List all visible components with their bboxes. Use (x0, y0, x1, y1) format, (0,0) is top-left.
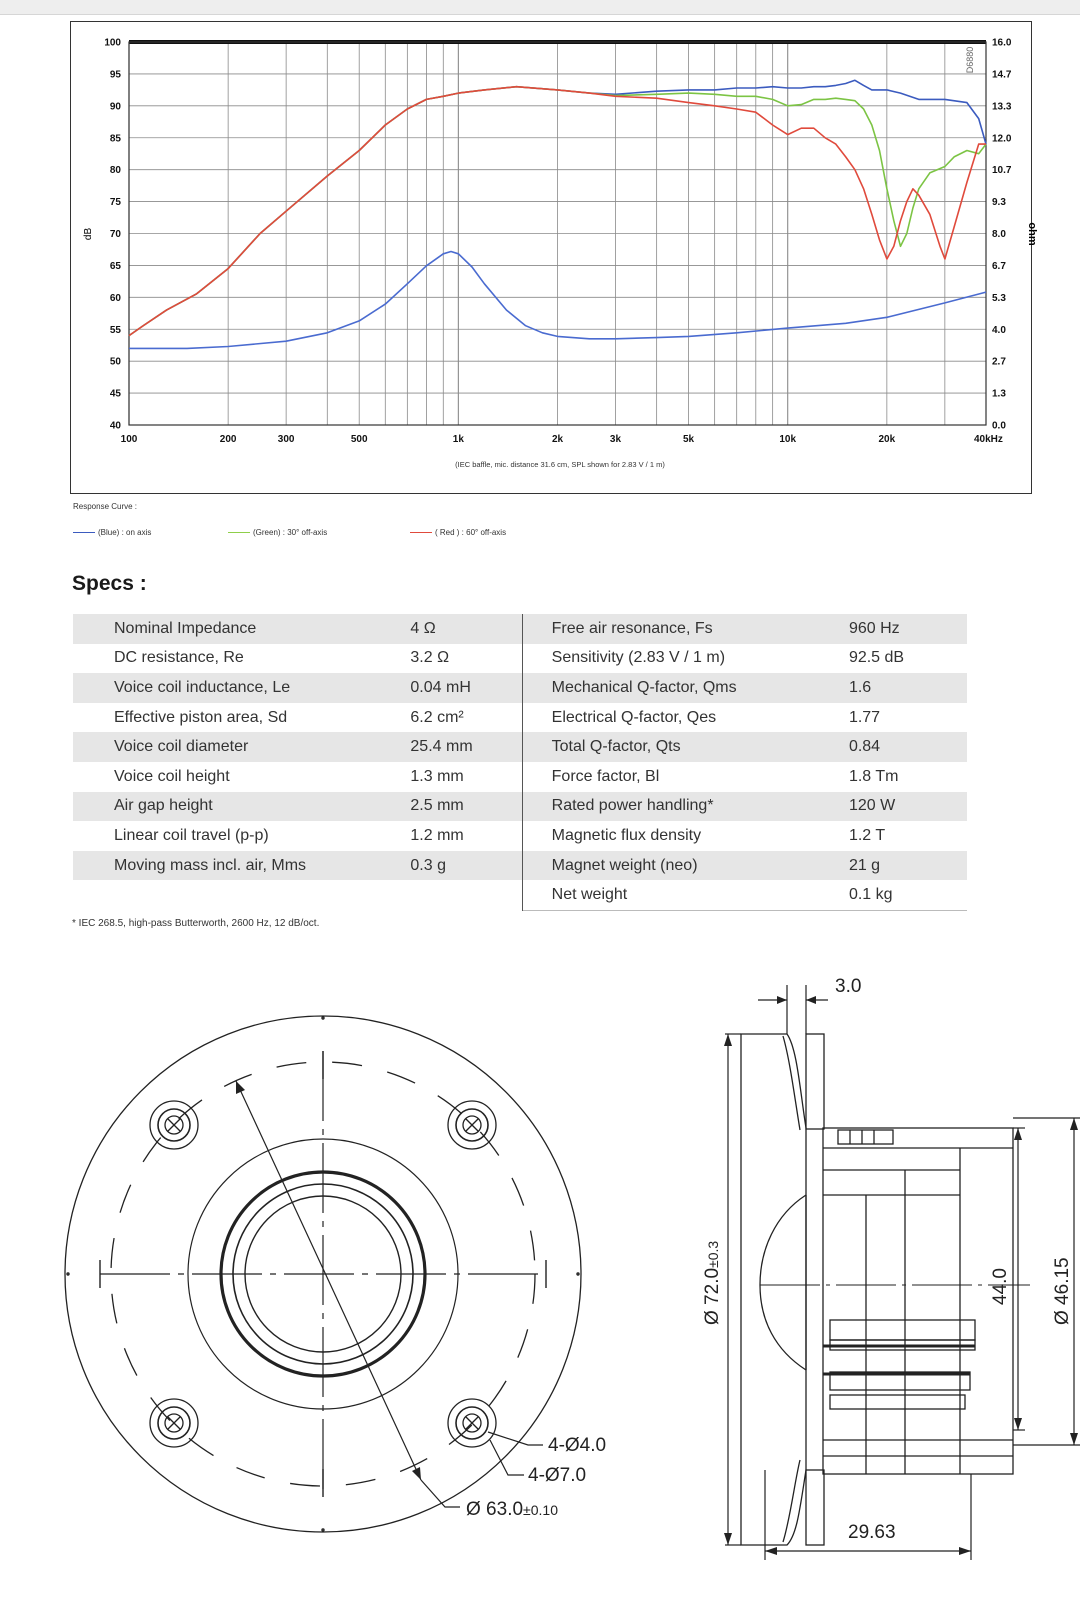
spec-value: 21 g (849, 851, 967, 881)
bolt-circle-diameter-line (236, 1081, 421, 1480)
y-tick-label: 50 (109, 356, 121, 368)
spec-value: 25.4 mm (410, 732, 522, 762)
x-tick-label: 500 (350, 434, 368, 445)
spec-param: Total Q-factor, Qts (522, 732, 849, 762)
spec-param: Rated power handling* (522, 792, 849, 822)
y2-tick-label: 16.0 (992, 37, 1012, 49)
spec-value: 960 Hz (849, 614, 967, 644)
y2-tick-label: 12.0 (992, 133, 1012, 145)
spec-value: 1.8 Tm (848, 767, 899, 785)
spec-value: 0.3 g (410, 851, 522, 881)
y2-tick-label: 10.7 (992, 165, 1012, 177)
y2-tick-label: 5.3 (992, 292, 1006, 304)
spec-value: 92.5 dB (848, 649, 905, 667)
y-tick-label: 45 (109, 388, 121, 400)
spec-param: Linear coil travel (p-p) (114, 826, 269, 844)
specs-row (73, 821, 967, 851)
y-axis-label: dB (83, 227, 94, 241)
y2-tick-label: 1.3 (992, 388, 1006, 400)
chart-vertical-label: D6880 (965, 46, 975, 74)
spec-value: 1.2 T (848, 826, 886, 844)
dim-flange-thickness: 3.0 (835, 976, 862, 997)
spec-param: Free air resonance, Fs (522, 614, 849, 644)
dim-outer-diameter-tol: ±0.3 (705, 1240, 721, 1268)
dim-bolt-circle-tol: ±0.10 (523, 1502, 558, 1518)
specs-row (73, 673, 967, 703)
y-tick-label: 70 (109, 229, 121, 240)
side-faceplate-rim (806, 1034, 824, 1129)
leader-bolt-circle (421, 1480, 460, 1507)
mount-hole-bottom-left (150, 1399, 198, 1447)
y2-tick-label: 9.3 (992, 197, 1006, 209)
legend-swatch-red (410, 532, 432, 533)
front-view-drawing (65, 1016, 581, 1532)
y-tick-label: 85 (109, 133, 121, 145)
spec-param: Net weight (522, 880, 849, 910)
leader-holes-large (490, 1440, 524, 1475)
spec-param: Air gap height (73, 792, 410, 822)
side-flange (741, 1034, 806, 1545)
dim-holes-small: 4-Ø4.0 (548, 1435, 607, 1456)
dim-outer-diameter (702, 1241, 723, 1325)
response-chart-svg (71, 22, 1038, 495)
spec-value: 120 W (849, 792, 967, 822)
specs-table (73, 614, 967, 911)
y2-tick-label: 0.0 (992, 420, 1006, 432)
spec-param: Effective piston area, Sd (114, 708, 288, 726)
specs-row (73, 644, 967, 674)
specs-footnote: * IEC 268.5, high-pass Butterworth, 2600 Hz, 12 dB/oct. (72, 918, 320, 929)
y-tick-label: 90 (109, 101, 121, 113)
label-layer (83, 38, 1038, 470)
spec-param: Mechanical Q-factor, Qms (522, 673, 849, 703)
y2-axis-label: ohm (1026, 222, 1038, 246)
spec-param: Voice coil height (114, 767, 230, 785)
dim-outer-diameter-value: Ø 72.0 (702, 1267, 723, 1325)
y-tick-label: 55 (109, 324, 121, 336)
side-view-drawing (741, 1034, 1030, 1545)
spec-value: 2.5 mm (410, 792, 522, 822)
spec-param (73, 880, 410, 910)
legend-label-blue: (Blue) : on axis (98, 528, 152, 537)
dim-body-height: 44.0 (990, 1268, 1011, 1305)
spec-param: Force factor, Bl (551, 767, 660, 785)
x-tick-label: 3k (609, 434, 622, 445)
spec-value: 4 Ω (410, 614, 522, 644)
specs-row (73, 880, 967, 910)
specs-row (73, 792, 967, 822)
spec-value (410, 880, 522, 910)
specs-row (73, 762, 967, 792)
specs-row (73, 851, 967, 881)
y2-tick-label: 13.3 (992, 101, 1012, 113)
spec-param: DC resistance, Re (114, 649, 244, 667)
x-tick-label: 200 (219, 434, 237, 445)
y2-tick-label: 2.7 (992, 356, 1006, 368)
y2-tick-label: 14.7 (992, 69, 1012, 81)
technical-drawing (0, 930, 1080, 1570)
x-tick-label: 100 (120, 434, 138, 445)
legend-label-red: ( Red ) : 60° off-axis (435, 528, 507, 537)
dim-bolt-circle (466, 1499, 558, 1520)
mount-hole-top-left (150, 1101, 198, 1149)
spec-value: 1.2 mm (410, 821, 522, 851)
spec-value: 6.2 cm² (410, 703, 522, 733)
specs-row (73, 614, 967, 644)
spec-param: Electrical Q-factor, Qes (551, 708, 717, 726)
spec-param: Voice coil diameter (73, 732, 410, 762)
spec-param: Sensitivity (2.83 V / 1 m) (551, 649, 726, 667)
x-tick-label: 10k (779, 434, 797, 445)
legend-item-blue (73, 528, 151, 537)
y2-tick-label: 8.0 (992, 229, 1006, 240)
spec-param: Nominal Impedance (73, 614, 410, 644)
legend-title: Response Curve : (73, 502, 138, 511)
side-motor-body (823, 1128, 1013, 1474)
side-dome (760, 1195, 806, 1370)
dim-rear-diameter: Ø 46.15 (1052, 1257, 1073, 1325)
y-tick-label: 100 (104, 37, 121, 49)
y-tick-label: 95 (109, 69, 121, 81)
spec-value: 1.77 (848, 708, 881, 726)
specs-row (73, 703, 967, 733)
x-tick-label: 20k (878, 434, 896, 445)
y-tick-label: 60 (109, 292, 121, 304)
spec-value: 1.3 mm (410, 762, 522, 792)
y-tick-label: 65 (109, 260, 121, 272)
response-chart (70, 21, 1038, 494)
x-tick-label: 300 (277, 434, 295, 445)
y2-tick-label: 6.7 (992, 260, 1006, 272)
chart-caption: (IEC baffle, mic. distance 31.6 cm, SPL shown for 2.83 V / 1 m) (455, 460, 665, 469)
spec-value: 0.84 (849, 732, 967, 762)
dim-bolt-circle-value: Ø 63.0 (466, 1499, 524, 1520)
dim-holes-large: 4-Ø7.0 (528, 1465, 587, 1486)
spec-value: 0.1 kg (849, 880, 967, 910)
spec-value: 1.6 (849, 673, 967, 703)
x-tick-label: 1k (452, 434, 464, 445)
spec-value: 0.04 mH (410, 673, 522, 703)
dim-depth: 29.63 (848, 1522, 896, 1543)
spec-param: Magnet weight (neo) (522, 851, 849, 881)
spec-param: Magnetic flux density (551, 826, 702, 844)
grid-layer (129, 42, 986, 425)
x-tick-label: 40kHz (974, 434, 1003, 445)
spec-value: 3.2 Ω (410, 644, 522, 674)
legend-label-green: (Green) : 30° off-axis (253, 528, 328, 537)
y-tick-label: 75 (109, 197, 121, 209)
leader-holes-small (488, 1432, 543, 1445)
specs-heading: Specs : (72, 572, 147, 595)
spec-param: Voice coil inductance, Le (73, 673, 410, 703)
y-tick-label: 40 (109, 420, 121, 432)
mount-hole-top-right (448, 1101, 496, 1149)
y-tick-label: 80 (109, 165, 121, 177)
legend-item-red (410, 528, 506, 537)
specs-row (73, 732, 967, 762)
mount-hole-bottom-right (448, 1399, 496, 1447)
legend-swatch-blue (73, 532, 95, 533)
spec-param: Moving mass incl. air, Mms (73, 851, 410, 881)
x-tick-label: 5k (683, 434, 695, 445)
legend-item-green (228, 528, 327, 537)
top-bar (0, 0, 1080, 15)
legend-swatch-green (228, 532, 250, 533)
x-tick-label: 2k (551, 434, 564, 445)
y2-tick-label: 4.0 (992, 324, 1006, 336)
